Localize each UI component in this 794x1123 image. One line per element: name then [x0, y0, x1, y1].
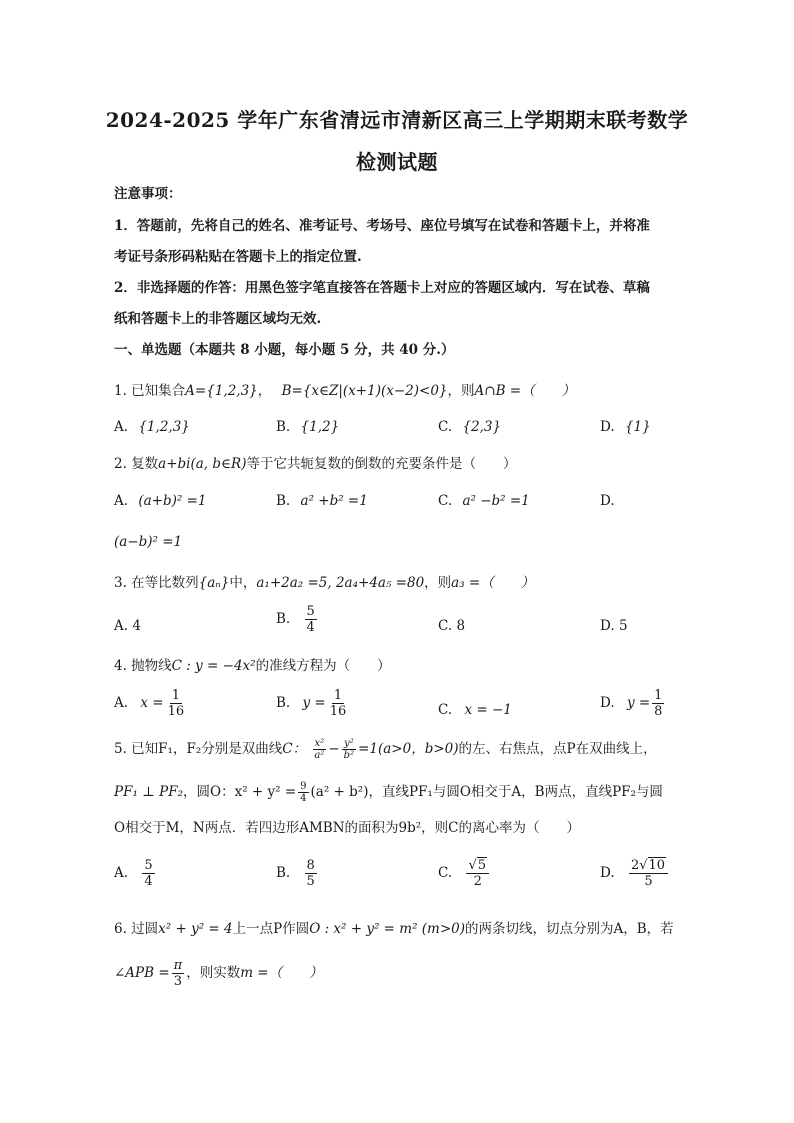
- notice-text: 考证号条形码粘贴在答题卡上的指定位置.: [114, 249, 362, 265]
- option-label: A.: [114, 419, 129, 435]
- denominator: 4: [300, 793, 307, 804]
- option-label: D.: [600, 419, 615, 435]
- question-5-stem-line-2: [114, 781, 663, 804]
- fraction: [312, 738, 326, 761]
- question-6-stem-line-2: [114, 958, 323, 989]
- q6-l1-mid: 上一点P作圆: [232, 921, 310, 937]
- fraction: [166, 688, 187, 719]
- q5-perp: PF₁ ⊥ PF₂: [114, 784, 184, 800]
- q1-stem-pre: 1. 已知集合: [114, 383, 186, 399]
- radicand: 5: [477, 858, 487, 873]
- fraction: [172, 958, 185, 989]
- option-label: D.: [600, 865, 615, 881]
- q3-option-c: [438, 617, 465, 635]
- q1-ask: A∩B =（ ）: [474, 383, 576, 399]
- numerator: 2√10: [629, 858, 668, 874]
- option-label: C.: [438, 618, 453, 634]
- option-value: 4: [132, 618, 141, 634]
- fraction: [342, 738, 356, 761]
- denominator: 5: [644, 874, 653, 889]
- option-label: B.: [276, 695, 291, 711]
- option-label: D.: [600, 695, 615, 711]
- option-label: C.: [438, 702, 453, 718]
- q5-curve-label: C：: [282, 741, 307, 757]
- option-lhs: x =: [140, 695, 164, 711]
- q1-sep: ，: [257, 383, 272, 399]
- numerator: √5: [466, 858, 489, 874]
- q1-stem-post: ，则: [447, 383, 475, 399]
- option-value: a² +b² =1: [300, 493, 368, 509]
- q6-angle: ∠APB =: [114, 965, 170, 981]
- q4-curve: C : y = −4x²: [171, 658, 256, 674]
- option-value: 5: [618, 618, 628, 634]
- option-value: {1}: [624, 419, 651, 435]
- q5-eq-rest: =1(a>0，b>0): [358, 741, 459, 757]
- q3-option-b: [276, 604, 319, 635]
- numerator: 1: [333, 688, 343, 703]
- question-5-stem-line-3: O相交于M，N两点．若四边形AMBN的面积为9b²，则C的离心率为（ ）: [114, 820, 580, 836]
- q5-option-d: [600, 858, 670, 889]
- notice-text: 纸和答题卡上的非答题区域均无效.: [114, 311, 322, 327]
- q6-ask: m =（ ）: [240, 965, 323, 981]
- q1-option-d: [600, 418, 651, 436]
- q1-option-a: [114, 418, 190, 436]
- radicand: 10: [648, 858, 666, 873]
- q2-option-d-value: (a−b)² =1: [114, 534, 183, 550]
- numerator: y²: [344, 738, 354, 749]
- denominator: 4: [144, 874, 153, 889]
- q2-expr: a+bi(a, b∈R): [158, 456, 247, 472]
- fraction: [629, 858, 668, 889]
- q4-option-b: [276, 688, 350, 719]
- q3-seq: {aₙ}: [198, 575, 230, 591]
- q4-option-c: [438, 701, 512, 719]
- fraction: [328, 688, 349, 719]
- q5-l1-pre: 5. 已知F₁，F₂分别是双曲线: [114, 741, 283, 757]
- q6-l1-pre: 6. 过圆: [114, 921, 159, 937]
- question-6-stem-line-1: [114, 920, 674, 938]
- denominator: 16: [329, 704, 347, 719]
- notice-text: 1．答题前，先将自己的姓名、准考证号、考场号、座位号填写在试卷和答题卡上，并将准: [114, 218, 650, 234]
- numerator: x²: [314, 738, 325, 749]
- denominator: 4: [306, 620, 315, 635]
- q1-set-b: B={x∈Z|(x+1)(x−2)<0}: [281, 383, 448, 399]
- fraction: [298, 781, 308, 804]
- q1-set-a: A={1,2,3}: [185, 383, 258, 399]
- option-label: B.: [276, 493, 291, 509]
- option-label: A.: [114, 618, 129, 634]
- option-value: a² −b² =1: [462, 493, 530, 509]
- q4-option-d: [600, 688, 666, 719]
- notice-item-2a: [114, 279, 650, 297]
- question-5-stem-line-1: 5. 已知F₁，F₂分别是双曲线C： $\frac{\text{x²}}{\text{a²}}$ − $\frac{\text{y²}}{\text{b²}}$ =1(a>0，b>0)的左、右焦点，点P在双曲线上，: [114, 738, 657, 761]
- option-value: {1,2}: [300, 419, 340, 435]
- q3-stem-post: ，则: [424, 575, 452, 591]
- option-label: C.: [438, 493, 453, 509]
- q4-stem-post: 的准线方程为（ ）: [255, 658, 391, 674]
- q1-option-c: [438, 418, 501, 436]
- q3-mid: 中，: [229, 575, 257, 591]
- numerator: 1: [654, 688, 663, 703]
- q3-option-d: [600, 617, 628, 635]
- numerator: 8: [306, 858, 315, 873]
- q6-circle-2: O : x² + y² = m² (m>0): [309, 921, 466, 937]
- question-4-stem: [114, 657, 391, 675]
- denominator: 2: [473, 874, 482, 889]
- q5-option-b: [276, 858, 319, 889]
- q5-l2-a: ，圆O：x² + y² =: [183, 784, 297, 800]
- option-label: C.: [438, 865, 453, 881]
- exam-title-line-2: 检测试题: [356, 150, 438, 174]
- exam-title-line-1: 2024-2025 学年广东省清远市清新区高三上学期期末联考数学: [105, 108, 689, 132]
- q1-option-b: [276, 418, 339, 436]
- q2-option-a: [114, 492, 206, 510]
- q3-stem-pre: 3. 在等比数列: [114, 575, 199, 591]
- q2-stem-pre: 2. 复数: [114, 456, 159, 472]
- denominator: 3: [173, 974, 183, 989]
- option-label: B.: [276, 419, 291, 435]
- coefficient: 2: [630, 858, 640, 873]
- q3-cond: a₁+2a₂ =5, 2a₄+4a₅ =80: [256, 575, 425, 591]
- option-lhs: y =: [626, 695, 651, 711]
- q5-option-a: [114, 858, 157, 889]
- option-value: (a+b)² =1: [138, 493, 207, 509]
- option-label: A.: [114, 865, 129, 881]
- fraction: [466, 858, 489, 889]
- question-3-stem: [114, 574, 534, 592]
- option-value: {2,3}: [462, 419, 502, 435]
- q6-l2-post: ，则实数: [186, 965, 241, 981]
- fraction: [142, 858, 154, 889]
- numerator: 5: [306, 604, 315, 619]
- option-value: 8: [456, 618, 466, 634]
- q2-option-b: [276, 492, 368, 510]
- option-label: A.: [114, 695, 129, 711]
- q5-l1-post: 的左、右焦点，点P在双曲线上，: [458, 741, 657, 757]
- notice-item-2b: [114, 310, 321, 328]
- notice-text: 2．非选择题的作答：用黑色签字笔直接答在答题卡上对应的答题区域内．写在试卷、草稿: [114, 280, 650, 296]
- denominator: a²: [314, 750, 325, 761]
- notice-item-1a: [114, 217, 650, 235]
- option-label: B.: [276, 611, 291, 627]
- option-label: A.: [114, 493, 129, 509]
- denominator: 5: [306, 874, 315, 889]
- option-value: x = −1: [464, 702, 512, 718]
- fraction: [652, 688, 664, 719]
- q3-ask: a₃ =（ ）: [451, 575, 535, 591]
- denominator: 8: [654, 704, 663, 719]
- option-lhs: y =: [302, 695, 326, 711]
- option-label: B.: [276, 865, 291, 881]
- q2-option-c: [438, 492, 530, 510]
- numerator: 1: [171, 688, 180, 703]
- question-2-stem: [114, 455, 516, 473]
- numerator: π: [173, 958, 183, 973]
- notice-item-1b: [114, 248, 362, 266]
- q5-option-c: [438, 858, 491, 889]
- fraction: [305, 604, 317, 635]
- q6-l1-post: 的两条切线，切点分别为A，B，若: [465, 921, 674, 937]
- denominator: b²: [343, 750, 355, 761]
- fraction: [305, 858, 317, 889]
- q3-option-a: [114, 617, 141, 635]
- q4-option-a: [114, 688, 188, 719]
- option-label: C.: [438, 419, 453, 435]
- q5-l2-b: (a² + b²)，直线PF₁与圆O相交于A，B两点，直线PF₂与圆: [310, 784, 663, 800]
- option-label: D.: [600, 618, 615, 634]
- notice-heading: 注意事项：: [114, 186, 182, 202]
- question-1-stem: [114, 382, 575, 400]
- q6-circle-1: x² + y² = 4: [158, 921, 233, 937]
- numerator: 9: [300, 781, 307, 792]
- option-value: {1,2,3}: [138, 419, 190, 435]
- q2-stem-post: 等于它共轭复数的倒数的充要条件是（ ）: [246, 456, 517, 472]
- q4-stem-pre: 4. 抛物线: [114, 658, 172, 674]
- denominator: 16: [167, 704, 185, 719]
- q2-option-d-label: D.: [600, 493, 615, 509]
- numerator: 5: [144, 858, 153, 873]
- section-heading-single-choice: 一、单选题（本题共 8 小题，每小题 5 分，共 40 分.）: [114, 342, 455, 358]
